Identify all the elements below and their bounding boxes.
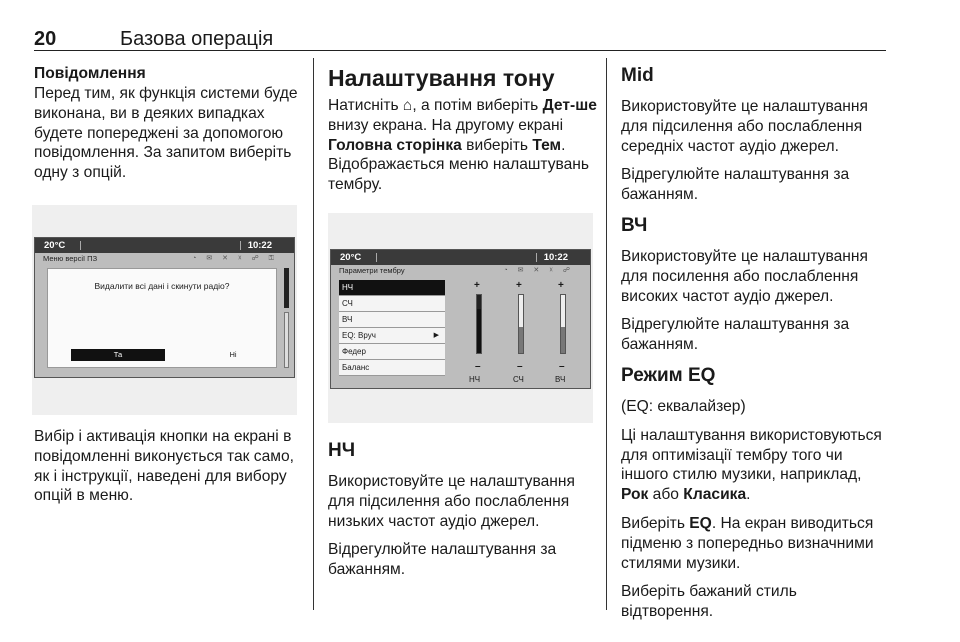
scrollbar-thumb[interactable] — [284, 268, 289, 308]
status-separator — [80, 241, 81, 250]
eq-select: Виберіть EQ. На екран виводиться підменю з попередньо визначними стилями музики. — [621, 514, 874, 572]
minus-icon: – — [559, 360, 565, 372]
arrow-right-icon: ▶ — [433, 331, 439, 339]
bass-description: Використовуйте це налаштування для підсилення або послаблення низьких частот аудіо джерел. — [328, 472, 575, 530]
status-bar — [331, 250, 590, 265]
display-screen — [330, 249, 591, 389]
dialog-question: Видалити всі дані і скинути радіо? — [94, 280, 230, 291]
screen-subtitle — [35, 253, 294, 265]
eq-slider-treble[interactable] — [553, 279, 573, 372]
temperature: 20°C — [340, 251, 362, 263]
eq-choose-style: Виберіть бажаний стиль відтворення. — [621, 583, 797, 621]
messages-heading: Повідомлення — [34, 65, 146, 82]
treble-heading: ВЧ — [621, 214, 648, 236]
column-divider — [313, 58, 314, 610]
dialog-screenshot — [32, 205, 297, 415]
mid-heading: Mid — [621, 65, 654, 86]
status-bar — [35, 238, 294, 253]
eq-fill — [561, 327, 565, 353]
page-number: 20 — [34, 28, 57, 50]
eq-abbrev: (EQ: еквалайзер) — [621, 397, 746, 415]
plus-icon: + — [516, 279, 522, 291]
screen-subtitle-text: Параметри тембру — [339, 265, 405, 275]
mid-adjust: Відрегулюйте налаштування за бажанням. — [621, 166, 850, 204]
menu-item-fader[interactable]: Федер — [339, 344, 445, 360]
bass-adjust: Відрегулюйте налаштування за бажанням. — [328, 541, 557, 579]
plus-icon: + — [474, 279, 480, 291]
column-divider — [606, 58, 607, 610]
minus-icon: – — [475, 360, 481, 372]
eq-description: Ці налаштування використовуються для оптимізації тембру того чи іншого стилю музики, наприклад, Рок або Класика. — [621, 426, 882, 504]
eq-slider-mid[interactable] — [511, 279, 531, 372]
eq-slider-bass[interactable] — [469, 279, 489, 372]
menu-item-eq[interactable]: EQ: Вруч ▶ — [339, 328, 445, 344]
bass-heading: НЧ — [328, 439, 356, 461]
page-header — [34, 28, 886, 52]
eq-label-bass: НЧ — [469, 374, 481, 384]
selection-paragraph: Вибір і активація кнопки на екрані в повідомленні виконується так само, як і інструкції, наведені для вибору опцій в меню. — [34, 427, 295, 505]
treble-description: Використовуйте це налаштування для посилення або послаблення високих частот аудіо джерел. — [621, 247, 868, 305]
menu-item-mid[interactable]: СЧ — [339, 296, 445, 312]
header-rule — [34, 50, 886, 51]
mid-description: Використовуйте це налаштування для підсилення або послаблення середніх частот аудіо джерел. — [621, 98, 868, 155]
eq-fill — [519, 327, 523, 353]
status-separator — [240, 241, 241, 250]
tone-settings-title: Налаштування тону — [328, 65, 555, 91]
no-button[interactable]: Ні — [229, 349, 237, 359]
eq-mode-heading: Режим EQ — [621, 364, 716, 386]
eq-label-mid: СЧ — [513, 374, 524, 384]
display-screen — [34, 237, 295, 378]
status-icons: ◔ ✉ ✕ ☓ ☍ — [503, 266, 574, 274]
tone-menu — [339, 280, 445, 376]
yes-button[interactable]: Та — [71, 349, 165, 361]
status-separator — [536, 253, 537, 262]
menu-item-bass[interactable]: НЧ — [339, 280, 445, 296]
column-3 — [621, 64, 891, 622]
home-icon: ⌂ — [402, 97, 413, 114]
tone-intro: Натисніть ⌂, а потім виберіть Дет-ше внизу екрана. На другому екрані Головна сторінка виберіть Тем. Відображається меню налаштувань тембру. — [328, 97, 597, 194]
eq-label-treble: ВЧ — [555, 374, 566, 384]
section-title: Базова операція — [120, 28, 274, 50]
column-2 — [328, 64, 600, 580]
status-icons: ◔ ✉ ✕ ☓ ☍ ⚿ — [192, 254, 278, 262]
clock: 10:22 — [247, 239, 272, 251]
column-1 — [34, 64, 304, 506]
menu-item-balance[interactable]: Баланс — [339, 360, 445, 376]
menu-item-treble[interactable]: ВЧ — [339, 312, 445, 328]
status-separator — [376, 253, 377, 262]
minus-icon: – — [517, 360, 523, 372]
confirm-dialog — [47, 268, 277, 368]
screen-subtitle — [331, 265, 590, 277]
eq-fill — [477, 309, 481, 353]
messages-paragraph: Перед тим, як функція системи буде виконана, ви в деяких випадках будете попереджені за допомогою повідомлення. За запитом виберіть одну з опцій. — [34, 85, 298, 182]
tone-screenshot — [328, 213, 593, 423]
scrollbar-track[interactable] — [284, 312, 289, 368]
temperature: 20°C — [44, 239, 66, 251]
treble-adjust: Відрегулюйте налаштування за бажанням. — [621, 316, 850, 354]
plus-icon: + — [558, 279, 564, 291]
clock: 10:22 — [543, 251, 568, 263]
screen-subtitle-text: Меню версії ПЗ — [43, 253, 98, 263]
